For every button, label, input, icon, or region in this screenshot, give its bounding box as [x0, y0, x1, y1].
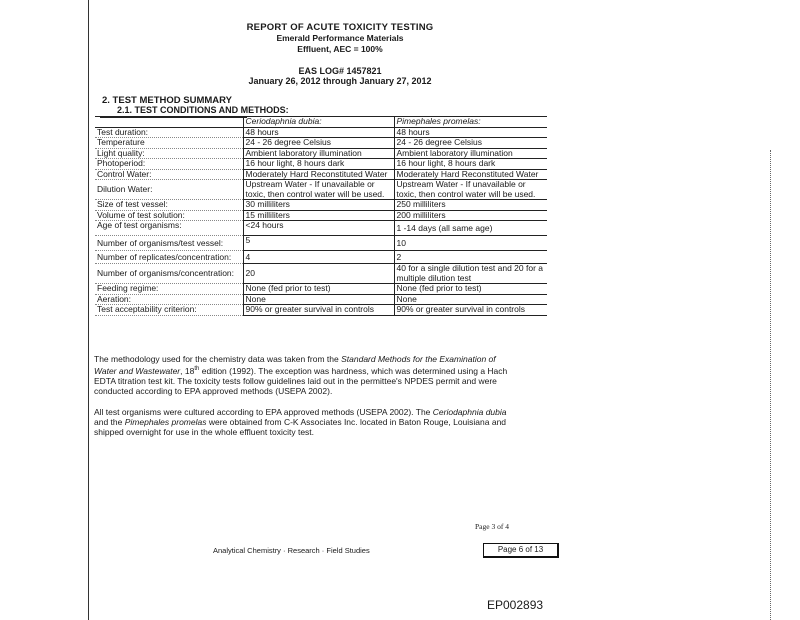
row-label: Number of replicates/concentration: — [95, 251, 243, 264]
paragraph-italic: Standard Methods for the Examination of Water and Wastewater — [94, 354, 496, 376]
row-label: Number of organisms/test vessel: — [95, 236, 243, 251]
paragraph-text: The methodology used for the chemistry data was taken from the — [94, 354, 342, 364]
table-row — [95, 284, 547, 295]
cell-pimephales: 90% or greater survival in controls — [394, 305, 547, 316]
paragraph-text: edition (1992). The exception was hardness, which was determined using a Hach EDTA titration test kit. The toxicity tests follow guidelines laid out in the permittee's NPDES permit and were conducted according to EPA approved methods (USEPA 2002). — [94, 365, 508, 396]
cell-ceriodaphnia: None (fed prior to test) — [243, 284, 394, 295]
paragraph-text: and the — [94, 417, 125, 427]
cell-ceriodaphnia: None — [243, 294, 394, 305]
page-edge — [770, 150, 771, 620]
table-row — [95, 200, 547, 211]
table-row — [95, 210, 547, 221]
cell-pimephales: 10 — [394, 236, 547, 251]
footer-tagline: Analytical Chemistry · Research · Field Studies — [213, 546, 370, 555]
paragraph-italic: Ceriodaphnia dubia — [432, 407, 507, 417]
cell-ceriodaphnia: 15 milliliters — [243, 210, 394, 221]
cell-pimephales: 16 hour light, 8 hours dark — [394, 159, 547, 170]
row-label: Temperature — [95, 138, 243, 149]
test-dates: January 26, 2012 through January 27, 2012 — [248, 76, 432, 86]
paragraph-superscript: th — [194, 366, 200, 372]
row-label: Photoperiod: — [95, 159, 243, 170]
cell-pimephales: 250 milliliters — [394, 200, 547, 211]
table-row — [95, 236, 547, 251]
cell-pimephales: 2 — [394, 251, 547, 264]
cell-ceriodaphnia: 16 hour light, 8 hours dark — [243, 159, 394, 170]
table-row — [95, 264, 547, 284]
row-label: Light quality: — [95, 148, 243, 159]
row-label: Dilution Water: — [95, 180, 243, 200]
row-label: Age of test organisms: — [95, 221, 243, 236]
cell-pimephales: 24 - 26 degree Celsius — [394, 138, 547, 149]
paragraph-text: All test organisms were cultured according to EPA approved methods (USEPA 2002). The — [94, 407, 433, 417]
cell-pimephales: None (fed prior to test) — [394, 284, 547, 295]
row-label: Control Water: — [95, 169, 243, 180]
paragraph-text: were obtained from C-K Associates Inc. located in Baton Rouge, Louisiana and shipped overnight for use in the whole effluent toxicity test. — [94, 417, 507, 437]
paragraph-italic: Pimephales promelas — [124, 417, 207, 427]
column-header: Ceriodaphnia dubia: — [243, 117, 394, 128]
cell-pimephales: 48 hours — [394, 127, 547, 138]
cell-ceriodaphnia: 24 - 26 degree Celsius — [243, 138, 394, 149]
bates-number: EP002893 — [487, 598, 544, 612]
table-row — [95, 127, 547, 138]
page-number-box: Page 6 of 13 — [483, 543, 559, 558]
row-label: Aeration: — [95, 294, 243, 305]
row-label: Test duration: — [95, 127, 243, 138]
column-header: Pimephales promelas: — [394, 117, 547, 128]
table-row — [95, 180, 547, 200]
table-row — [95, 221, 547, 236]
page-of-label: Page 3 of 4 — [475, 522, 509, 531]
subsection-heading: 2.1. TEST CONDITIONS AND METHODS: — [117, 105, 289, 115]
table-row — [95, 159, 547, 170]
company-name: Emerald Performance Materials — [276, 33, 404, 43]
cell-ceriodaphnia: 5 — [243, 236, 394, 251]
cell-ceriodaphnia: 30 milliliters — [243, 200, 394, 211]
row-label: Number of organisms/concentration: — [95, 264, 243, 284]
table-header-row — [95, 117, 547, 128]
row-label: Feeding regime: — [95, 284, 243, 295]
log-number: EAS LOG# 1457821 — [298, 66, 382, 76]
cell-pimephales: Upstream Water - If unavailable or toxic, then control water will be used. — [394, 180, 547, 200]
cell-ceriodaphnia: Ambient laboratory illumination — [243, 148, 394, 159]
cell-ceriodaphnia: Moderately Hard Reconstituted Water — [243, 169, 394, 180]
organisms-paragraph — [94, 407, 514, 437]
cell-pimephales: 40 for a single dilution test and 20 for a multiple dilution test — [394, 264, 547, 284]
section-heading: 2. TEST METHOD SUMMARY — [102, 95, 233, 106]
cell-pimephales: Ambient laboratory illumination — [394, 148, 547, 159]
cell-ceriodaphnia: Upstream Water - If unavailable or toxic, then control water will be used. — [243, 180, 394, 200]
cell-ceriodaphnia: <24 hours — [243, 221, 394, 236]
cell-ceriodaphnia: 90% or greater survival in controls — [243, 305, 394, 316]
row-label: Size of test vessel: — [95, 200, 243, 211]
table-row — [95, 251, 547, 264]
cell-ceriodaphnia: 4 — [243, 251, 394, 264]
effluent-line: Effluent, AEC = 100% — [297, 44, 383, 54]
report-title: REPORT OF ACUTE TOXICITY TESTING — [246, 22, 434, 33]
table-row — [95, 138, 547, 149]
cell-pimephales: None — [394, 294, 547, 305]
paragraph-text: , 18 — [180, 365, 195, 376]
cell-ceriodaphnia: 20 — [243, 264, 394, 284]
table-row — [95, 148, 547, 159]
methodology-paragraph — [94, 354, 514, 396]
row-label: Volume of test solution: — [95, 210, 243, 221]
table-row — [95, 294, 547, 305]
table-row — [95, 169, 547, 180]
cell-pimephales: 200 milliliters — [394, 210, 547, 221]
cell-ceriodaphnia: 48 hours — [243, 127, 394, 138]
conditions-table — [95, 116, 547, 316]
table-row — [95, 305, 547, 316]
cell-pimephales: Moderately Hard Reconstituted Water — [394, 169, 547, 180]
row-label: Test acceptability criterion: — [95, 305, 243, 316]
cell-pimephales: 1 -14 days (all same age) — [394, 221, 547, 236]
column-header — [95, 117, 243, 128]
